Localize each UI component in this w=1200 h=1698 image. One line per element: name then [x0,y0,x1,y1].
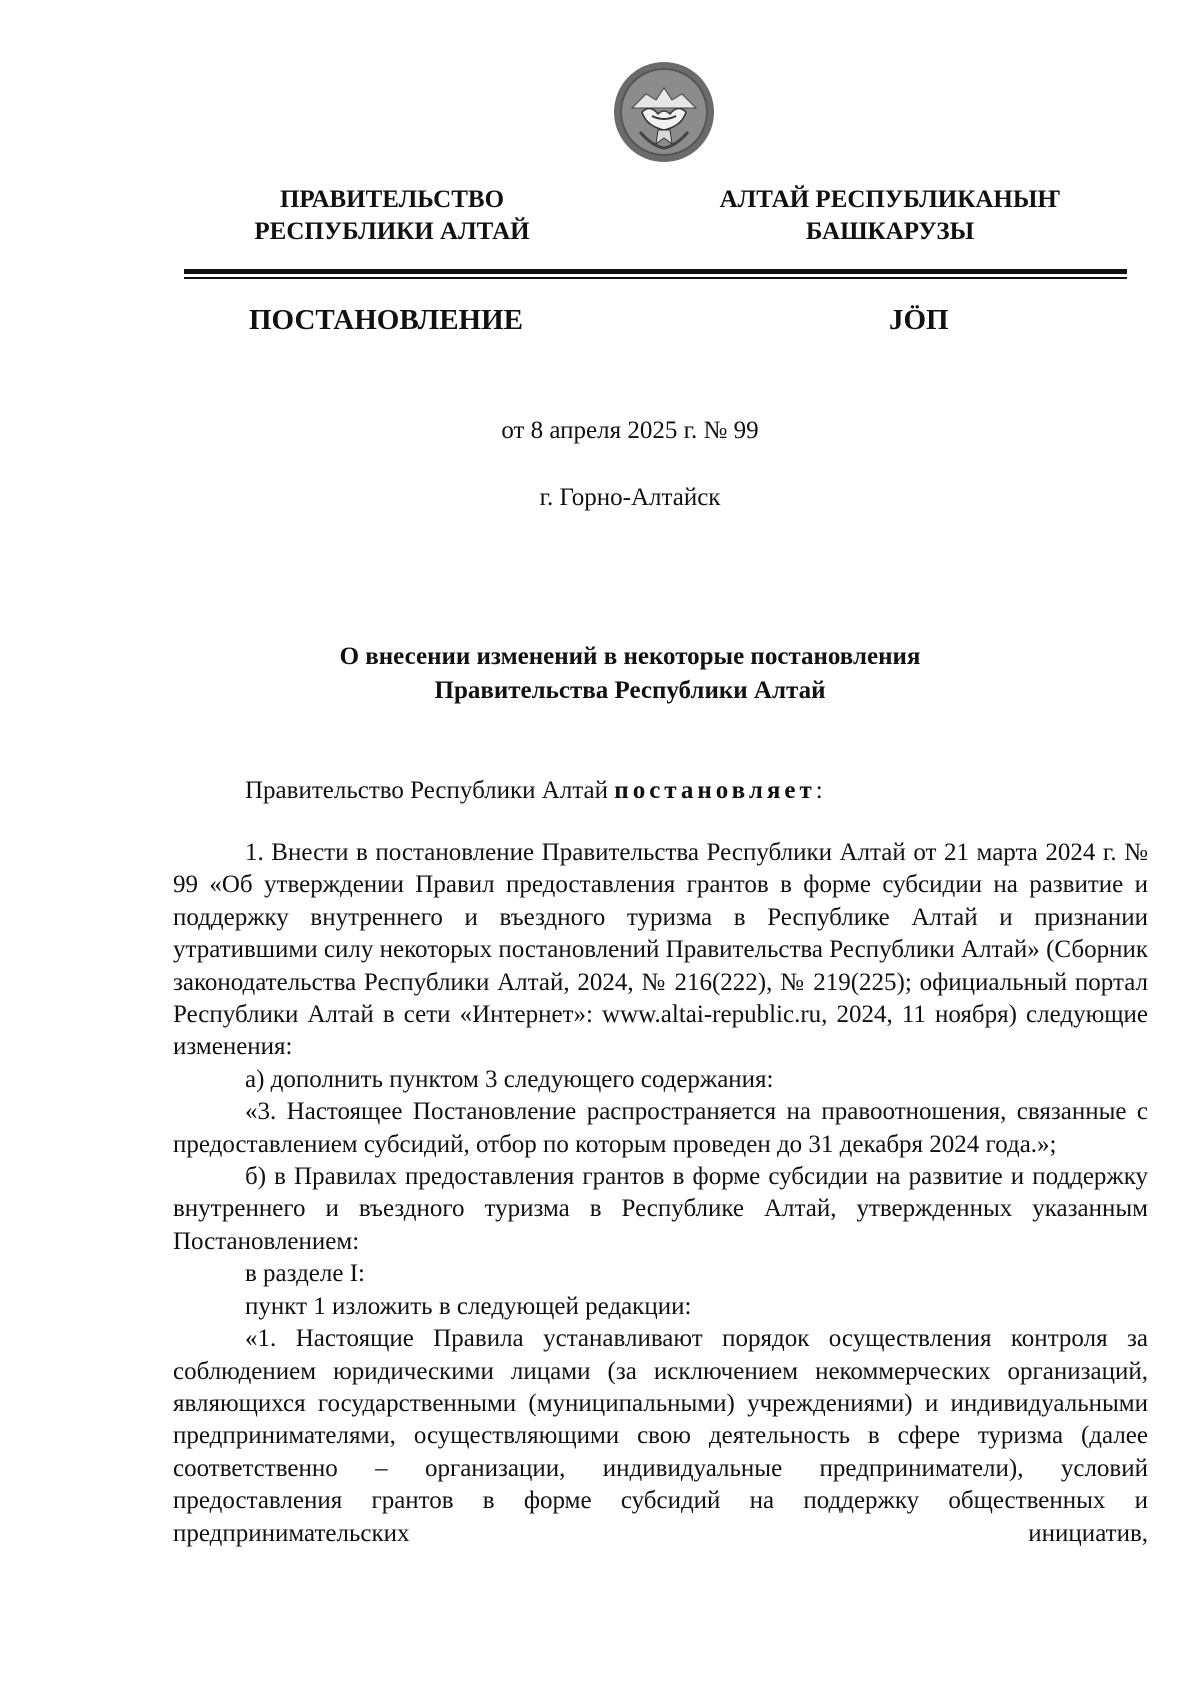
government-name-russian [202,184,582,248]
preamble-text: Правительство Республики Алтай [245,777,615,804]
header-divider-thin [184,277,1127,279]
paragraph-5: в разделе I: [245,1260,365,1288]
gov-name-ru-line1: ПРАВИТЕЛЬСТВО [279,186,505,213]
gov-name-alt-line1: АЛТАЙ РЕСПУБЛИКАНЫҤ [719,186,1061,213]
document-body [173,837,1148,1550]
doc-type-russian: ПОСТАНОВЛЕНИЕ [249,304,524,336]
paragraph-4: б) в Правилах предоставления грантов в форме субсидии на развитие и поддержку внутреннего и въездного туризма в Республике Алтай, утвержденных указанным Постановлением: [173,1163,1148,1255]
title-line1: О внесении изменений в некоторые постановления [339,643,921,670]
gov-name-alt-line2: БАШКАРУЗЫ [805,218,975,245]
paragraph-3: «3. Настоящее Постановление распространяется на правоотношения, связанные с предоставлением субсидий, отбор по которым проведен до 31 декабря 2024 года.»; [173,1098,1148,1158]
document-date-number: от 8 апреля 2025 г. № 99 [501,417,759,444]
paragraph-6: пункт 1 изложить в следующей редакции: [245,1292,692,1320]
header-divider-thick [184,269,1127,274]
paragraph-2: а) дополнить пунктом 3 следующего содержания: [245,1065,774,1093]
paragraph-1: 1. Внести в постановление Правительства Республики Алтай от 21 марта 2024 г. № 99 «Об утверждении Правил предоставления грантов в форме субсидии на развитие и поддержку внутреннего и въездного туризма в Республике Алтай и признании утратившими силу некоторых постановлений Правительства Республики Алтай» (Сборник законодательства Республики Алтай, 2024, № 216(222), № 219(225); официальный портал Республики Алтай в сети «Интернет»: www.altai-republic.ru, 2024, 11 ноября) следующие изменения: [173,839,1148,1061]
preamble-colon: : [815,777,823,804]
document-city: г. Горно-Алтайск [539,484,721,511]
title-line2: Правительства Республики Алтай [434,677,826,704]
preamble [245,775,823,807]
coat-of-arms-icon [612,60,716,164]
paragraph-7: «1. Настоящие Правила устанавливают порядок осуществления контроля за соблюдением юридическими лицами (за исключением некоммерческих организаций, являющихся государственными (муниципальными) учреждениями) и индивидуальными предпринимателями, осуществляющими свою деятельность в сфере туризма (далее соответственно – организации, индивидуальные предприниматели), условий предоставления грантов в форме субсидий на поддержку общественных и предпринимательских инициатив, [173,1325,1148,1547]
government-name-altai [700,184,1080,248]
document-title [0,640,1200,708]
gov-name-ru-line2: РЕСПУБЛИКИ АЛТАЙ [254,218,530,245]
preamble-keyword: постановляет [614,777,816,804]
doc-type-altai: JÖП [889,304,949,336]
